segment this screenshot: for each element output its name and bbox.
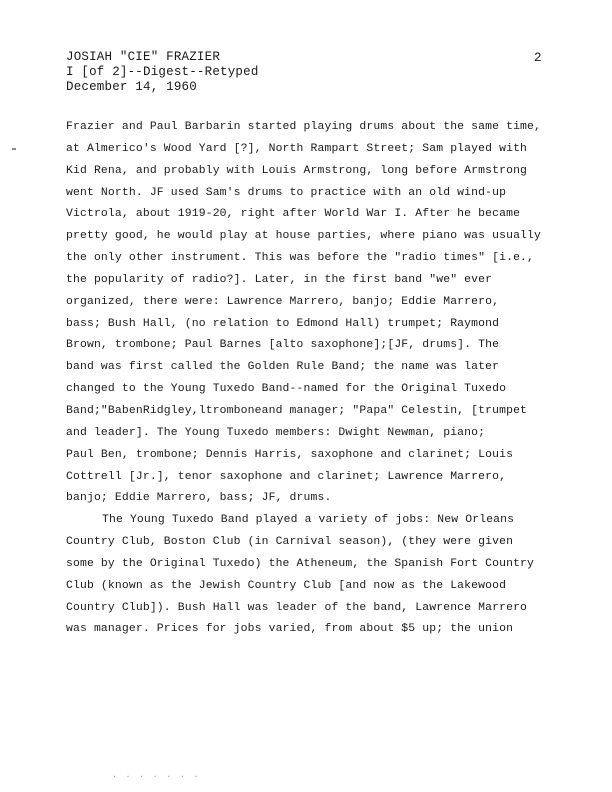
text-line: Brown, trombone; Paul Barnes [alto saxophone];[JF, drums]. The [66, 339, 500, 352]
scan-smudge: . . . . . . . [112, 771, 201, 780]
reel-info: I [of 2]--Digest--Retyped [66, 65, 259, 79]
scan-mark [12, 148, 16, 150]
text-line: changed to the Young Tuxedo Band--named for the Original Tuxedo [66, 383, 507, 396]
transcript-body [66, 117, 556, 641]
text-line: pretty good, he would play at house parties, where piano was usually [66, 230, 542, 243]
page-number: 2 [534, 51, 542, 65]
interviewee-name: JOSIAH "CIE" FRAZIER [66, 50, 221, 64]
paragraph-start-line: The Young Tuxedo Band played a variety of jobs: New Orleans [102, 514, 515, 527]
text-line: went North. JF used Sam's drums to practice with an old wind-up [66, 186, 507, 199]
interview-date: December 14, 1960 [66, 80, 197, 94]
text-line: banjo; Eddie Marrero, bass; JF, drums. [66, 492, 332, 505]
text-line: bass; Bush Hall, (no relation to Edmond Hall) trumpet; Raymond [66, 317, 500, 330]
text-line: band was first called the Golden Rule Band; the name was later [66, 361, 500, 374]
text-line: the popularity of radio?]. Later, in the first band "we" ever [66, 273, 493, 286]
text-line: Band;"BabenRidgley,ltromboneand manager; "Papa" Celestin, [trumpet [66, 404, 528, 417]
text-line: and leader]. The Young Tuxedo members: Dwight Newman, piano; [66, 426, 486, 439]
text-line: Country Club, Boston Club (in Carnival season), (they were given [66, 536, 514, 549]
text-line: the only other instrument. This was before the "radio times" [i.e., [66, 252, 535, 265]
text-line: some by the Original Tuxedo) the Atheneum, the Spanish Fort Country [66, 557, 535, 570]
text-line: was manager. Prices for jobs varied, from about $5 up; the union [66, 623, 514, 636]
text-line: Paul Ben, trombone; Dennis Harris, saxophone and clarinet; Louis [66, 448, 514, 461]
text-line: Cottrell [Jr.], tenor saxophone and clarinet; Lawrence Marrero, [66, 470, 507, 483]
document-header [66, 50, 259, 95]
text-line: Club (known as the Jewish Country Club [and now as the Lakewood [66, 579, 507, 592]
text-line: at Almerico's Wood Yard [?], North Rampart Street; Sam played with [66, 142, 528, 155]
text-line: Victrola, about 1919-20, right after World War I. After he became [66, 208, 521, 221]
text-line: Frazier and Paul Barbarin started playing drums about the same time, [66, 121, 542, 133]
text-line: Country Club]). Bush Hall was leader of the band, Lawrence Marrero [66, 601, 528, 614]
text-line: organized, there were: Lawrence Marrero, banjo; Eddie Marrero, [66, 295, 500, 308]
text-line: Kid Rena, and probably with Louis Armstrong, long before Armstrong [66, 164, 528, 177]
